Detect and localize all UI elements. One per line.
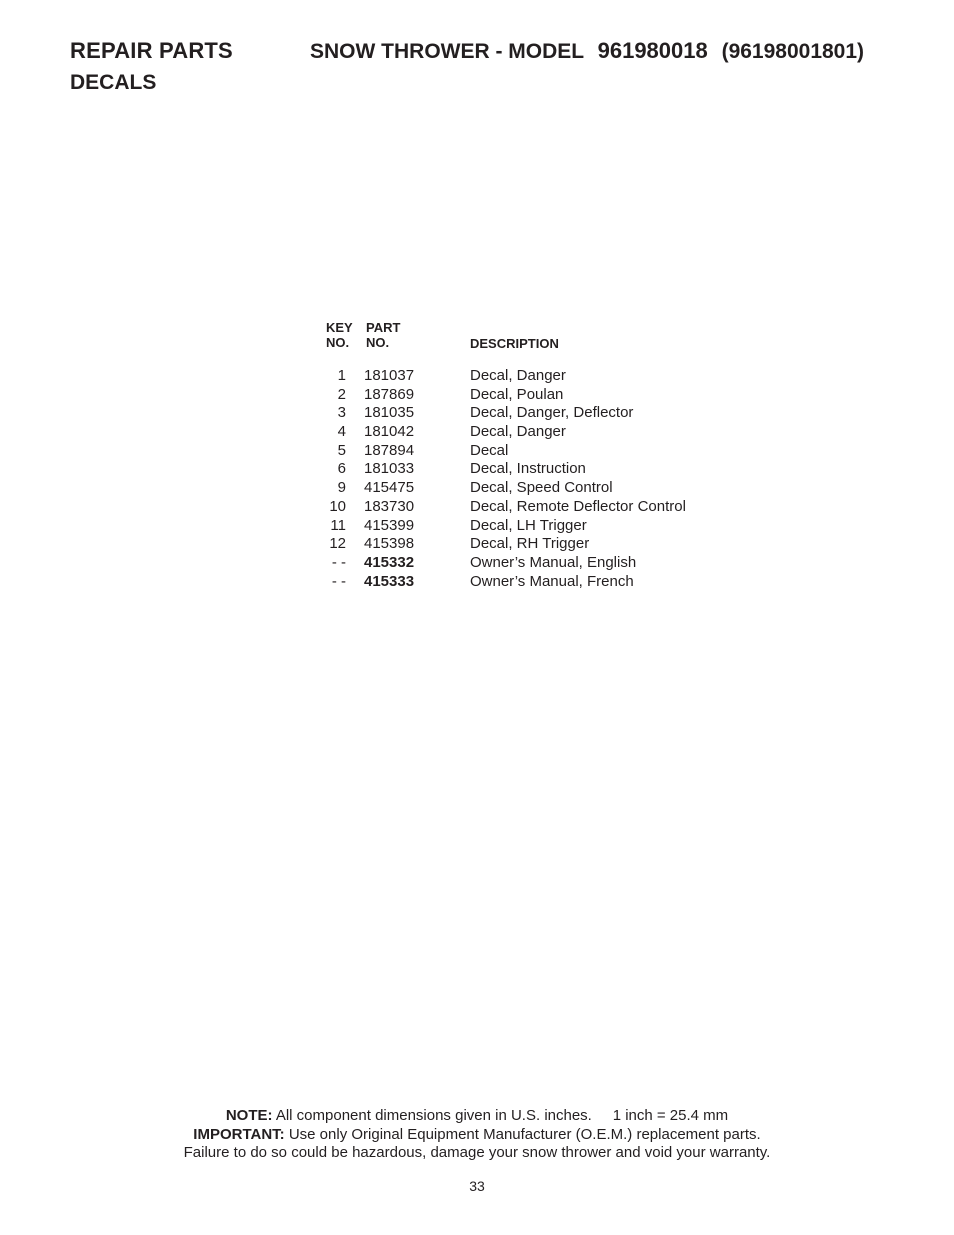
page-title (310, 38, 864, 64)
key-number: - - (331, 553, 346, 571)
part-number: 415333 (364, 572, 415, 590)
table-row (0, 367, 954, 386)
part-number: 415398 (364, 535, 415, 553)
table-row (0, 535, 954, 554)
column-header-key (326, 320, 353, 350)
column-header-part (366, 320, 400, 350)
part-description: Decal, RH Trigger (470, 535, 590, 553)
subsection-title: DECALS (70, 71, 157, 94)
part-description: Decal, Instruction (470, 460, 586, 478)
part-description: Decal (470, 441, 509, 459)
table-row (0, 554, 954, 573)
part-number: 415399 (364, 516, 415, 534)
note-conversion: 1 inch = 25.4 mm (612, 1107, 729, 1124)
table-row (0, 517, 954, 536)
part-number: 187869 (364, 385, 415, 403)
key-number: 10 (329, 497, 346, 515)
important-text: Use only Original Equipment Manufacturer (O.E.M.) replacement parts. (288, 1125, 761, 1143)
column-header-key-line1: KEY (326, 320, 353, 335)
table-row (0, 404, 954, 423)
table-row (0, 460, 954, 479)
key-number: 3 (337, 404, 346, 422)
part-number: 181033 (364, 460, 415, 478)
part-number: 183730 (364, 497, 415, 515)
key-number: 6 (337, 460, 346, 478)
model-number: 961980018 (597, 38, 708, 63)
part-number: 187894 (364, 441, 415, 459)
part-number: 415475 (364, 479, 415, 497)
column-header-description: DESCRIPTION (470, 336, 559, 351)
key-number: 4 (337, 423, 346, 441)
table-row (0, 573, 954, 592)
key-number: 11 (330, 516, 346, 534)
note-line (0, 1107, 954, 1126)
important-line (0, 1126, 954, 1145)
part-description: Decal, Speed Control (470, 479, 613, 497)
key-number: 12 (329, 535, 346, 553)
table-row (0, 386, 954, 405)
column-header-part-line1: PART (366, 320, 401, 335)
part-description: Decal, Danger (470, 367, 566, 384)
alt-model-number: (96198001801) (721, 40, 865, 63)
part-description: Owner’s Manual, English (470, 553, 637, 571)
note-label: NOTE: (225, 1107, 273, 1124)
part-number: 181042 (364, 423, 415, 441)
key-number: 9 (337, 479, 346, 497)
key-number: - - (331, 572, 346, 590)
key-number: 1 (337, 367, 346, 384)
table-row (0, 498, 954, 517)
column-header-key-line2: NO. (326, 335, 350, 350)
part-description: Decal, Danger (470, 423, 566, 441)
part-description: Decal, Danger, Deflector (470, 404, 634, 422)
important-label: IMPORTANT: (193, 1125, 285, 1143)
part-number: 181035 (364, 404, 415, 422)
table-row (0, 423, 954, 442)
title-prefix: SNOW THROWER - MODEL (310, 40, 584, 63)
key-number: 2 (337, 385, 346, 403)
part-description: Owner’s Manual, French (470, 572, 634, 590)
part-description: Decal, Remote Deflector Control (470, 497, 686, 515)
warning-line: Failure to do so could be hazardous, damage your snow thrower and void your warranty. (183, 1144, 771, 1161)
page-number: 33 (469, 1178, 485, 1194)
part-description: Decal, Poulan (470, 385, 564, 403)
notes-block (0, 1107, 954, 1163)
part-description: Decal, LH Trigger (470, 516, 587, 534)
parts-list (0, 367, 954, 591)
table-row (0, 442, 954, 461)
section-title: REPAIR PARTS (70, 38, 233, 63)
part-number: 181037 (364, 367, 415, 384)
column-header-part-line2: NO. (366, 335, 390, 350)
note-text: All component dimensions given in U.S. inches. (275, 1107, 592, 1124)
table-row (0, 479, 954, 498)
key-number: 5 (337, 441, 346, 459)
part-number: 415332 (364, 553, 415, 571)
